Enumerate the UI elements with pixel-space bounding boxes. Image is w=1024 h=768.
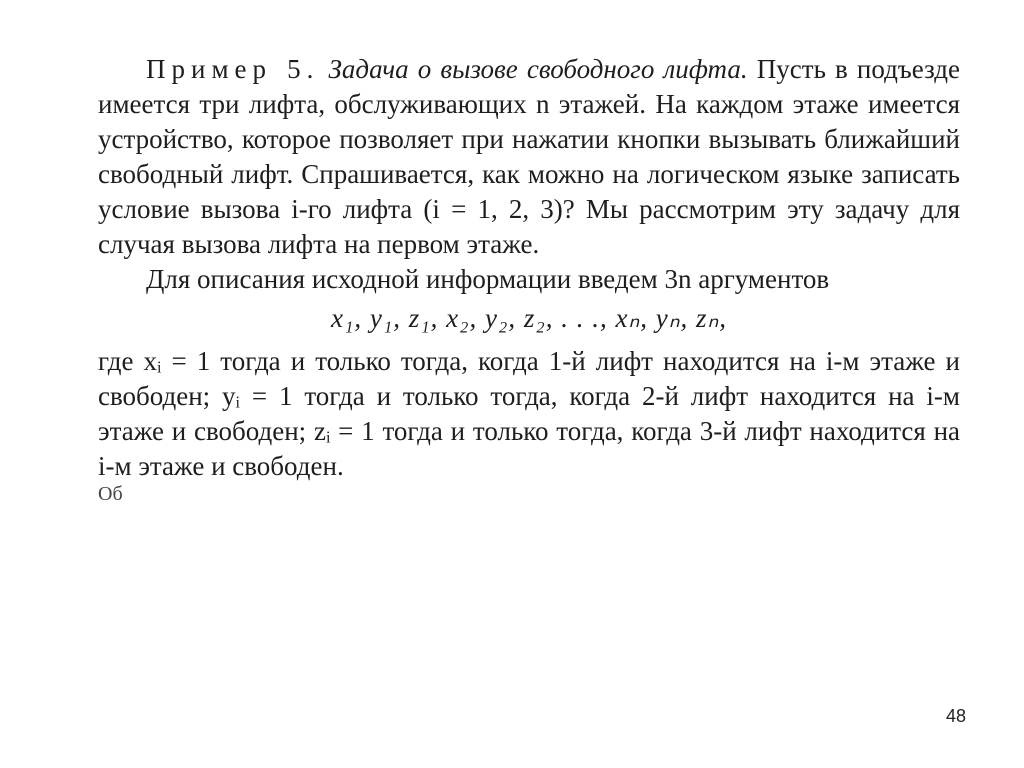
- arguments-formula: x₁, y₁, z₁, x₂, y₂, z₂, . . ., xₙ, yₙ, zₙ,: [330, 303, 728, 333]
- document-body: [98, 40, 960, 505]
- scanned-page-excerpt: [98, 40, 960, 655]
- cut-off-line: Об: [98, 483, 123, 505]
- example-heading: Пример 5.: [146, 54, 320, 84]
- page-number: 48: [945, 706, 966, 726]
- definitions-paragraph: где xᵢ = 1 тогда и только тогда, когда 1-й лифт находится на i-м этаже и свободен; yᵢ = 1 тогда и только тогда, когда 2-й лифт находится на i-м этаже и свободен; zᵢ = 1 тогда и только тогда, когда 3-й лифт находится на i-м этаже и свободен.: [98, 346, 960, 481]
- arguments-paragraph: Для описания исходной информации введем 3n аргументов: [146, 264, 830, 294]
- example-title: Задача о вызове свободного лифта.: [328, 54, 748, 84]
- example-paragraph: [98, 40, 960, 262]
- example-text: Пусть в подъезде имеется три лифта, обслуживающих n этажей. На каждом этаже имеется устройство, которое позволяет при нажатии кнопки вызывать ближайший свободный лифт. Спрашивается, как можно на логическом языке записать условие вызова i-го лифта (i = 1, 2, 3)? Мы рассмотрим эту задачу для случая вызова лифта на первом этаже.: [98, 54, 960, 259]
